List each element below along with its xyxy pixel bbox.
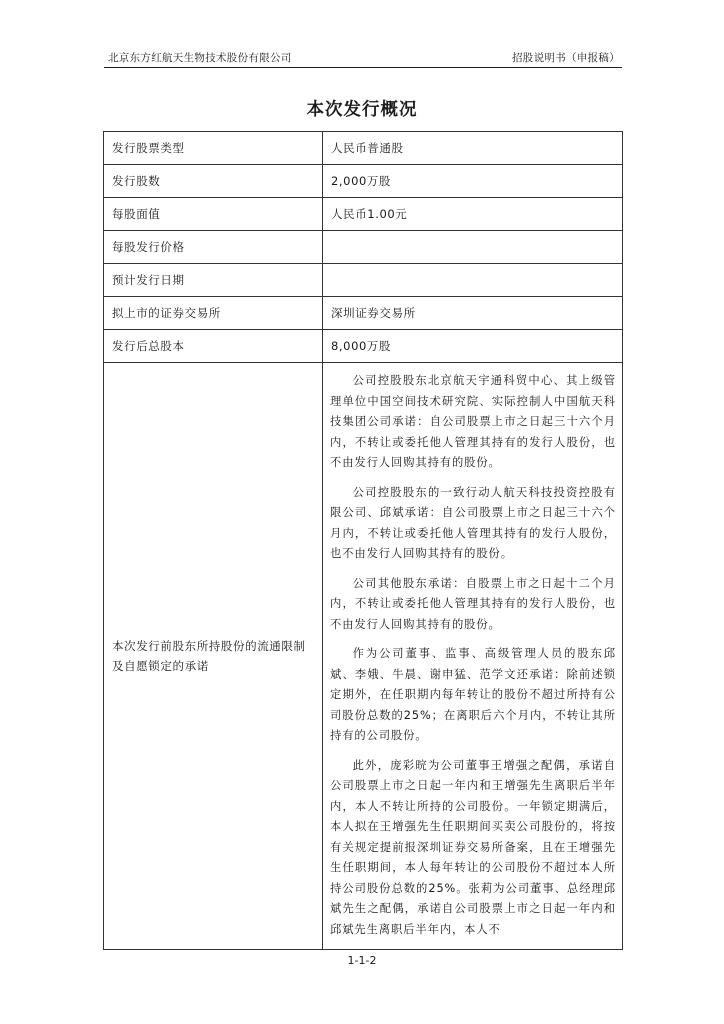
lockup-commitments [323,363,623,950]
row-value: 2,000万股 [323,165,623,198]
header-company: 北京东方红航天生物技术股份有限公司 [108,52,292,64]
header-divider [104,67,622,68]
row-value: 深圳证券交易所 [323,297,623,330]
row-label: 每股面值 [104,198,323,231]
header-document-type: 招股说明书（申报稿） [512,52,620,64]
row-label: 每股发行价格 [104,231,323,264]
lockup-paragraph: 公司控股股东的一致行动人航天科技投资控股有限公司、邱斌承诺：自公司股票上市之日起三十六个月内，不转让或委托他人管理其持有的发行人股份，也不由发行人回购其持有的股份。 [330,485,616,560]
table-row [104,165,623,198]
row-label: 预计发行日期 [104,264,323,297]
lockup-paragraph: 此外，庞彩晥为公司董事王增强之配偶，承诺自公司股票上市之日起一年内和王增强先生离职后半年内，本人不转让所持的公司股份。一年锁定期满后，本人拟在王增强先生任职期间买卖公司股份的，将按有关规定提前报深圳证券交易所备案，且在王增强先生任职期间，本人每年转让的公司股份不超过本人所持公司股份总数的25%。张莉为公司董事、总经理邱斌先生之配偶，承诺自公司股票上市之日起一年内和邱斌先生离职后半年内，本人不 [330,758,616,936]
row-value: 人民币普通股 [323,132,623,165]
table-row [104,198,623,231]
page-number: 1-1-2 [347,954,377,967]
row-value [323,264,623,297]
offering-overview-table [103,131,623,950]
table-row [104,297,623,330]
table-row [104,264,623,297]
row-value: 人民币1.00元 [323,198,623,231]
table-row [104,330,623,363]
page-title: 本次发行概况 [306,100,418,120]
row-value: 8,000万股 [323,330,623,363]
lockup-paragraph: 公司控股股东北京航天宇通科贸中心、其上级管理单位中国空间技术研究院、实际控制人中国航天科技集团公司承诺：自公司股票上市之日起三十六个月内，不转让或委托他人管理其持有的发行人股份，也不由发行人回购其持有的股份。 [330,374,616,469]
table-row [104,231,623,264]
row-label: 发行股票类型 [104,132,323,165]
lockup-label: 本次发行前股东所持股份的流通限制及自愿锁定的承诺 [104,363,323,950]
row-label: 发行股数 [104,165,323,198]
table-row [104,132,623,165]
lockup-paragraph: 公司其他股东承诺：自股票上市之日起十二个月内，不转让或委托他人管理其持有的发行人股份，也不由发行人回购其持有的股份。 [330,576,616,631]
row-label: 发行后总股本 [104,330,323,363]
table-row-lockup [104,363,623,950]
row-label: 拟上市的证券交易所 [104,297,323,330]
row-value [323,231,623,264]
lockup-paragraph: 作为公司董事、监事、高级管理人员的股东邱斌、李娥、牛晨、谢申猛、范学文还承诺：除前述锁定期外，在任职期内每年转让的股份不超过所持有公司股份总数的25%；在离职后六个月内，不转让其所持有的公司股份。 [330,647,616,742]
